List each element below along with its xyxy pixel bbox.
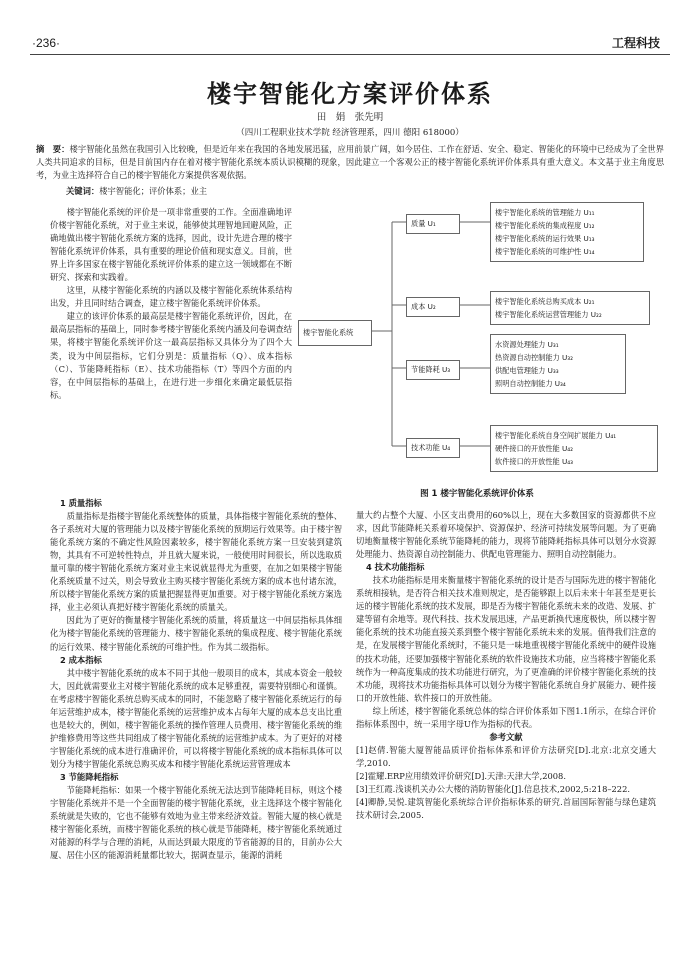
paragraph: 这里，从楼宇智能化系统的内涵以及楼宇智能化系统体系结构出发，并且同时结合调查，建立楼宇智能化系统评价体系。 <box>50 285 292 309</box>
group-label: 成本 U₂ <box>411 302 436 311</box>
leaf-item: 楼宇智能化系统总购买成本 U₂₁ <box>495 297 595 306</box>
leaf-group-technology <box>490 425 658 472</box>
evaluation-system-diagram <box>294 196 660 481</box>
keywords-label: 关键词： <box>66 186 100 196</box>
group-node-energy <box>406 360 460 380</box>
figure-caption: 图 1 楼宇智能化系统评价体系 <box>420 489 534 499</box>
paragraph: 质量指标是指楼宇智能化系统整体的质量，具体指楼宇智能化系统的整体、各子系统对大厦的管理能力以及楼宇智能化系统的预期运行效果等。由于楼宇智能化系统方案的不确定性风险因素较多，楼宇智能化系统方案一旦安装到建筑物，其具有不可逆转性特点，并且就大厦来说，一般使用时间很长，所以选取质量可靠的楼宇智能化系统方案对业主来说就显得尤为重要，在加之如果楼宇智能化系统质量不过关，则会导致业主购买楼宇智能化系统方案的成本也付诸东流，所以楼宇智能化系统方案的质量把握显得更加重要。对于楼宇智能化系统方案选择，业主必须认真把好楼宇智能化系统的质量关。 <box>50 511 342 613</box>
section-heading: 2 成本指标 <box>59 654 102 665</box>
journal-section: 工程科技 <box>611 36 660 50</box>
references-heading: 参考文献 <box>489 731 523 742</box>
group-node-cost <box>406 297 460 317</box>
body-left-top <box>50 206 292 402</box>
leaf-item: 楼宇智能化系统运营管理能力 U₂₂ <box>495 310 602 319</box>
group-node-technology <box>406 438 460 458</box>
abstract-text: 楼宇智能化虽然在我国引入比较晚，但是近年来在我国的各地发展迅猛，应用前景广阔，如今居住、工作在舒适、安全、稳定、智能化的环境中已经成为了全世界人类共同追求的目标，但是目前国内存在着对楼宇智能化系统本质认识模糊的现象，因此建立一个客观公正的楼宇智能化系统评价体系具有重大意义。本文基于业主角度思考，为业主选择符合自己的楼宇智能化方案提供客观依据。 <box>36 144 664 180</box>
diagram-root-node <box>298 320 372 346</box>
paragraph: 楼宇智能化系统的评价是一项非常重要的工作。全面准确地评价楼宇智能化系统，对于业主来说，能够使其理智地回避风险，正确地做出楼宇智能化系统方案的选择，因此，设计先进合理的楼宇智能化系统评价体系，具有重要的理论价值和现实意义。目前，世界上许多国家在楼宇智能化系统评价体系的建立这一领域都在不断研究、探索和实践着。 <box>50 207 292 283</box>
reference-item: [4]卿静,吴悦.建筑智能化系统综合评价指标体系的研究.首届国际智能与绿色建筑技术研讨会,2005. <box>356 797 656 821</box>
leaf-item: 楼宇智能化系统的集成程度 U₁₂ <box>495 221 595 230</box>
section-heading: 4 技术功能指标 <box>365 562 425 573</box>
abstract-label: 摘 要： <box>36 144 70 154</box>
leaf-item: 软件接口的开放性能 U₄₃ <box>495 457 573 466</box>
section-heading: 3 节能降耗指标 <box>59 771 119 782</box>
group-node-quality <box>406 214 460 234</box>
reference-item: [1]赵倩.智能大厦智能品质评价指标体系和评价方法研究[D].北京:北京交通大学,2010. <box>356 744 656 768</box>
header-divider <box>30 54 670 55</box>
abstract <box>36 143 664 182</box>
leaf-group-energy <box>490 334 626 394</box>
keywords <box>66 185 207 197</box>
paragraph: 建立的该评价体系的最高层是楼宇智能化系统评价，因此，在最高层指标的基础上，同时参考楼宇智能化系统内涵及问卷调查结果，将楼宇智能化系统评价这一最高层指标又具体分为了四个大类，设为中间层指标，它们分别是：质量指标（Q）、成本指标（C）、节能降耗指标（E）、技术功能指标（T）等四个方面的内容，在中间层指标的基础上，在进行进一步细化来确定最低层指标。 <box>50 311 292 400</box>
leaf-group-quality <box>490 202 644 262</box>
article-authors: 田 娟 张先明 <box>316 112 384 123</box>
paragraph: 因此为了更好的衡量楼宇智能化系统的质量，将质量这一中间层指标具体细化为楼宇智能化系统的管理能力、楼宇智能化系统的集成程度、楼宇智能化系统的运行效果、楼宇智能化系统的可维护性。作为其二级指标。 <box>50 615 342 652</box>
body-left-bottom <box>50 497 342 862</box>
keywords-text: 楼宇智能化；评价体系；业主 <box>99 186 208 196</box>
paragraph: 其中楼宇智能化系统的成本不同于其他一般项目的成本，其成本资金一般较大，因此就需要业主对楼宇智能化系统的成本足够重视，需要特别细心和谨慎。在考虑楼宇智能化系统总购买成本的同时，不能忽略了楼宇智能化系统运行的每年运营维护成本，楼宇智能化系统的运营维护成本占每年大厦的成本总支出比重也是较大的，例如，楼宇智能化系统的操作管理人员费用、楼宇智能化系统的维护维修费用等这些共同组成了楼宇智能化系统的运营维护成本。为了更好的对楼宇智能化系统的成本进行准确评价，可以将楼宇智能化系统的成本指标具体可以划分为楼宇智能化系统总购买成本和楼宇智能化系统运营管理成本 <box>50 667 342 769</box>
body-right <box>356 509 656 822</box>
leaf-item: 楼宇智能化系统的可维护性 U₁₄ <box>495 247 595 256</box>
reference-item: [3]王红霞.浅谈机关办公大楼的消防智能化[J].信息技术,2002,5:218–222. <box>356 783 630 794</box>
leaf-item: 硬件接口的开放性能 U₄₂ <box>495 444 573 453</box>
root-label: 楼宇智能化系统 <box>303 328 354 337</box>
paragraph: 技术功能指标是用来衡量楼宇智能化系统的设计是否与国际先进的楼宇智能化系统相接轨，是否符合相关技术准则规定，是否能够跟上以后未来十年甚至是更长远的楼宇智能化系统的技术发展，即是否为楼宇智能化系统未来的改造、发展、扩建等留有余地等。现代科技、技术发展迅速，产品更新换代速度极快，所以楼宇智能化系统的技术功能直接关系到整个楼宇智能化系统未来的发展。值得我们注意的是，在发展楼宇智能化系统时，不能只是一味地重视楼宇智能化系统中的硬件设施的技术功能，还要加强楼宇智能化系统的软件设施技术功能，应当将楼宇智能化系统作为一种高度集成的技术功能进行研究，为了更准确的评价楼宇智能化系统的技术功能，现将技术功能指标具体可以划分为楼宇智能化系统自身扩展能力、硬件接口的开放性能、软件接口的开放性能。 <box>356 575 656 703</box>
paragraph: 节能降耗指标：如果一个楼宇智能化系统无法达到节能降耗目标，则这个楼宇智能化系统并不是一个全面智能的楼宇智能化系统，业主选择这个楼宇智能化系统就是失败的，它也不能够有效地为业主带来经济效益。智能大厦的核心就是楼宇智能化系统，而楼宇智能化系统的核心就是节能降耗，楼宇智能化系统通过对能源的科学与合理的消耗，从而达到最大限度的节省能源的目的，目前办公大厦、居住小区的能源消耗量都比较大，据调查显示，能源的消耗 <box>50 785 342 861</box>
leaf-group-cost <box>490 291 650 325</box>
article-affiliation: （四川工程职业技术学院 经济管理系，四川 德阳 618000） <box>236 128 464 138</box>
group-label: 节能降耗 U₃ <box>411 365 451 374</box>
leaf-item: 楼宇智能化系统自身空间扩展能力 U₄₁ <box>495 431 617 440</box>
leaf-item: 供配电管理能力 U₃₃ <box>495 366 559 375</box>
section-heading: 1 质量指标 <box>59 498 102 508</box>
leaf-item: 楼宇智能化系统的管理能力 U₁₁ <box>495 208 595 217</box>
leaf-item: 热资源自动控制能力 U₃₂ <box>495 353 573 362</box>
group-label: 技术功能 U₄ <box>411 443 451 452</box>
page-number: ·236· <box>32 36 61 50</box>
leaf-item: 楼宇智能化系统的运行效果 U₁₃ <box>495 234 595 243</box>
leaf-item: 水资源处理能力 U₃₁ <box>495 340 559 349</box>
paragraph: 量大约占整个大厦、小区支出费用的60%以上，现在大多数国家的资源都供不应求，因此节能降耗关系着环境保护、资源保护、经济可持续发展等问题。为了更确切地衡量楼宇智能化系统节能降耗的能力，现将节能降耗指标具体可以划分水资源处理能力、热资源自动控制能力、供配电管理能力、照明自动控制能力。 <box>356 510 656 560</box>
leaf-item: 照明自动控制能力 U₃₄ <box>495 379 566 388</box>
paragraph: 综上所述，楼宇智能化系统总体的综合评价体系如下图1.1所示，在综合评价指标体系图中，统一采用字母U作为指标的代表。 <box>356 705 656 729</box>
article-title: 楼宇智能化方案评价体系 <box>207 80 493 108</box>
group-label: 质量 U₁ <box>411 219 436 228</box>
reference-item: [2]霍耀.ERP应用绩效评价研究[D].天津:天津大学,2008. <box>356 770 566 781</box>
